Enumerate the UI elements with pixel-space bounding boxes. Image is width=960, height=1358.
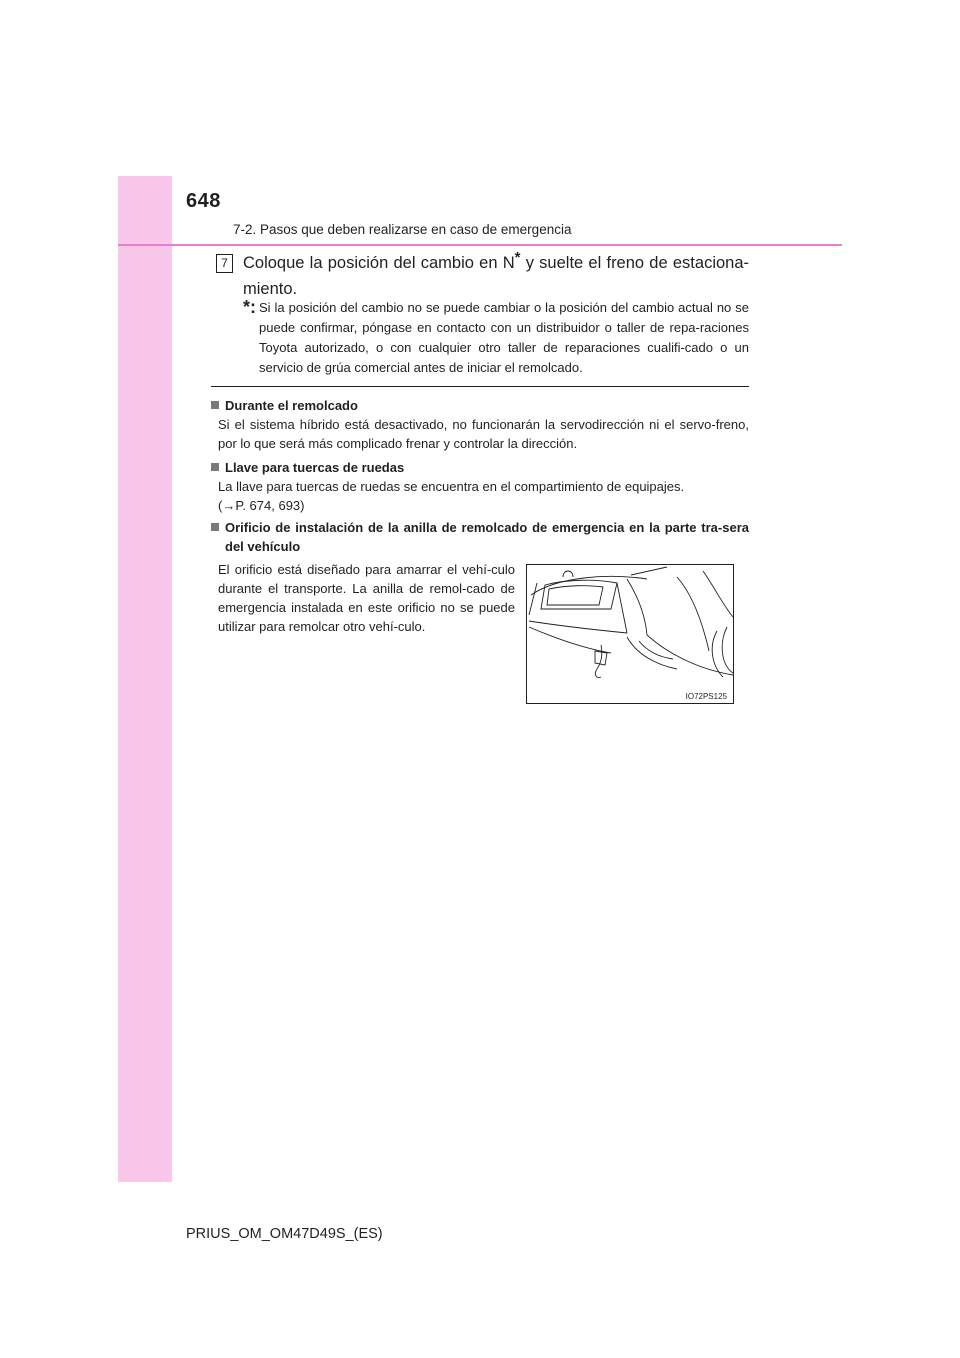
note-towing-eyelet	[211, 518, 749, 556]
page-number: 648	[186, 190, 221, 212]
footnote-text: Si la posición del cambio no se puede cambiar o la posición del cambio actual no se puede confirmar, póngase en contacto con un distribuidor o taller de repa-raciones Toyota autorizado, o con cualquier otro taller de reparaciones cualifi-cado o un servicio de grúa comercial antes de iniciar el remolcado.	[259, 300, 749, 375]
note-body: El orificio está diseñado para amarrar el vehí-culo durante el transporte. La anilla de remol-cado de emergencia instalada en este orificio no se puede utilizar para remolcar otro vehí-culo.	[218, 562, 515, 634]
step-instruction	[243, 250, 749, 302]
page-reference: (→P. 674, 693)	[218, 498, 305, 513]
square-bullet-icon	[211, 401, 219, 409]
car-rear-drawing	[527, 565, 733, 703]
note-body: La llave para tuercas de ruedas se encuentra en el compartimiento de equipajes.	[218, 479, 685, 494]
document-id: PRIUS_OM_OM47D49S_(ES)	[186, 1226, 383, 1242]
step-text-before: Coloque la posición del cambio en N	[243, 254, 515, 272]
figure-code: IO72PS125	[685, 692, 727, 701]
asterisk-mark: *	[514, 249, 521, 266]
side-tab-band	[118, 176, 172, 1182]
note-body: Si el sistema híbrido está desactivado, no funcionarán la servodirección ni el servo-freno, por lo que será más complicado frenar y controlar la dirección.	[218, 417, 749, 451]
note-title: Llave para tuercas de ruedas	[211, 458, 749, 477]
square-bullet-icon	[211, 523, 219, 531]
footnote-mark: *:	[243, 297, 256, 317]
note-title: Durante el remolcado	[211, 396, 749, 415]
section-divider	[211, 386, 749, 387]
note-wheel-nut-wrench	[211, 458, 749, 515]
step-footnote	[243, 298, 749, 378]
step-text-after: y suelte el freno de estaciona-miento.	[243, 254, 750, 298]
header-rule	[118, 244, 842, 246]
rear-bumper-illustration	[526, 564, 734, 704]
section-title: 7-2. Pasos que deben realizarse en caso de emergencia	[233, 222, 572, 237]
note-title: Orificio de instalación de la anilla de remolcado de emergencia en la parte tra-sera del vehículo	[211, 518, 749, 556]
square-bullet-icon	[211, 463, 219, 471]
note-towing	[211, 396, 749, 453]
step-number-box: 7	[216, 254, 233, 273]
